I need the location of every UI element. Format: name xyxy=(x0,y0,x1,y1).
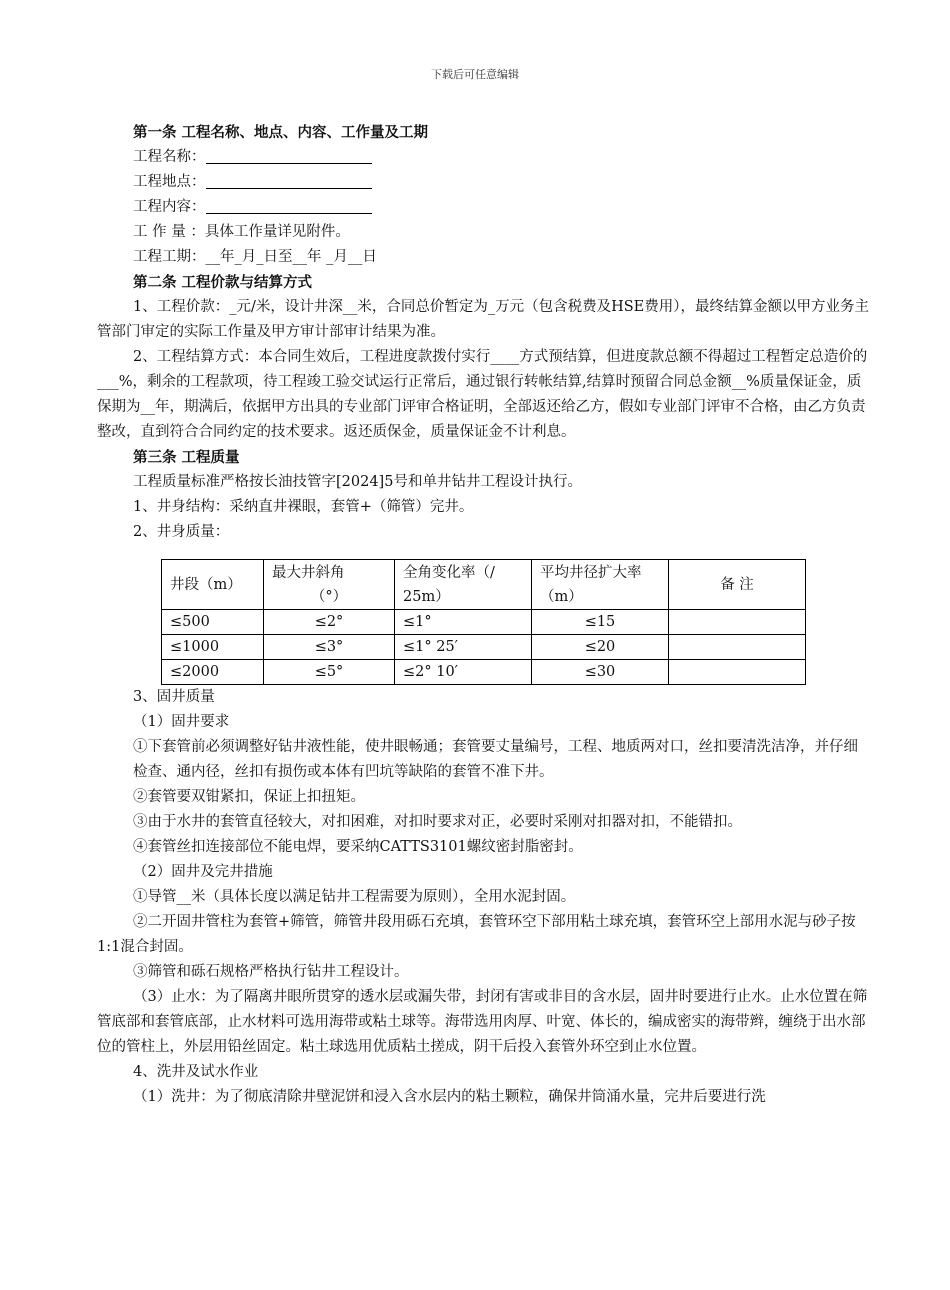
settlement-paragraph: 2、工程结算方式：本合同生效后，工程进度款拨付实行____方式预结算，但进度款总额不得超过工程暂定总造价的___%，剩余的工程款项，待工程竣工验交试运行正常后，通过银行转帐结算,结算时预留合同总金额__%质量保证金，质保期为__年，期满后，依据甲方出具的专业部门评审合格证明，全部返还给乙方，假如专业部门评审不合格，由乙方负责整改，直到符合合同约定的技术要求。返还质保金，质量保证金不计利息。 xyxy=(97,349,868,440)
table-header-cell xyxy=(264,560,395,610)
measure-1: ①导管__米（具体长度以满足钻井工程需要为原则），全用水泥封固。 xyxy=(133,889,576,905)
header-text: （m） xyxy=(540,588,583,605)
project-name-label: 工程名称： xyxy=(133,149,206,165)
table-cell: ≤500 xyxy=(162,610,264,635)
project-content-blank xyxy=(206,196,372,214)
table-header-cell xyxy=(532,560,669,610)
table-cell: ≤2° 10′ xyxy=(395,660,532,685)
measure-3: ③筛管和砾石规格严格执行钻井工程设计。 xyxy=(133,964,409,980)
section-1-title: 第一条 工程名称、地点、内容、工作量及工期 xyxy=(133,124,429,141)
table-cell: ≤5° xyxy=(264,660,395,685)
header-text: 备 注 xyxy=(720,576,754,593)
table-cell: ≤15 xyxy=(532,610,669,635)
water-sealing-paragraph: （3）止水：为了隔离井眼所贯穿的透水层或漏失带，封闭有害或非目的含水层，固井时要进行止水。止水位置在筛管底部和套管底部，止水材料可选用海带或粘土球等。海带选用肉厚、叶宽、体长的，编成密实的海带辫，缠绕于出水部位的管柱上，外层用铅丝固定。粘土球选用优质粘土搓成，阴干后投入套管外环空到止水位置。 xyxy=(97,989,868,1055)
well-washing-paragraph: （1）洗井：为了彻底清除井壁泥饼和浸入含水层内的粘土颗粒，确保井筒涌水量，完井后要进行洗 xyxy=(133,1089,766,1105)
table-row xyxy=(162,635,806,660)
document-body xyxy=(97,120,871,1110)
cementing-requirements: （1）固井要求 xyxy=(133,714,230,730)
table-cell: ≤1° 25′ xyxy=(395,635,532,660)
section-3-title: 第三条 工程质量 xyxy=(133,449,240,466)
project-name-line xyxy=(133,145,871,170)
requirement-1: ①下套管前必须调整好钻井液性能，使井眼畅通；套管要丈量编号，工程、地质两对口，丝扣要清洗洁净，并仔细检查、通内径，丝扣有损伤或本体有凹坑等缺陷的套管不准下井。 xyxy=(133,739,858,780)
project-place-blank xyxy=(206,171,372,189)
requirement-2: ②套管要双钳紧扣，保证上扣扭矩。 xyxy=(133,789,365,805)
page-header: 下载后可任意编辑 xyxy=(431,68,519,81)
measure-2: ②二开固井管柱为套管+筛管，筛管井段用砾石充填，套管环空下部用粘土球充填，套管环空上部用水泥与砂子按1:1混合封固。 xyxy=(97,914,856,955)
project-name-blank xyxy=(206,146,372,164)
table-cell xyxy=(669,635,806,660)
cementing-quality: 3、固井质量 xyxy=(133,689,215,705)
table-cell: ≤30 xyxy=(532,660,669,685)
table-cell: ≤1000 xyxy=(162,635,264,660)
table-row xyxy=(162,660,806,685)
requirement-4: ④套管丝扣连接部位不能电焊，要采纳CATTS3101螺纹密封脂密封。 xyxy=(133,839,583,855)
price-paragraph: 1、工程价款：_元/米，设计井深__米，合同总价暂定为_万元（包含税费及HSE费用），最终结算金额以甲方业务主管部门审定的实际工作量及甲方审计部审计结果为准。 xyxy=(97,299,870,340)
period-line: 工程工期：__年_月_日至__年 _月__日 xyxy=(133,249,377,265)
table-header-cell xyxy=(395,560,532,610)
project-content-line xyxy=(133,195,871,220)
header-text: 最大井斜角 xyxy=(272,564,345,581)
table-row xyxy=(162,610,806,635)
project-content-label: 工程内容： xyxy=(133,199,206,215)
header-text: 平均井径扩大率 xyxy=(540,564,642,581)
well-washing-title: 4、洗井及试水作业 xyxy=(133,1064,259,1080)
table-header-cell xyxy=(669,560,806,610)
header-text: （°） xyxy=(310,588,348,605)
table-cell xyxy=(669,610,806,635)
project-place-line xyxy=(133,170,871,195)
table-cell: ≤3° xyxy=(264,635,395,660)
well-quality-table xyxy=(161,559,806,685)
table-cell: ≤20 xyxy=(532,635,669,660)
table-header-cell xyxy=(162,560,264,610)
section-2-title: 第二条 工程价款与结算方式 xyxy=(133,274,313,291)
well-quality: 2、井身质量： xyxy=(133,524,230,540)
header-text: 全角变化率（/ xyxy=(403,564,495,581)
cementing-measures: （2）固井及完井措施 xyxy=(133,864,273,880)
header-text: 25m） xyxy=(403,588,450,605)
table-cell xyxy=(669,660,806,685)
table-cell: ≤1° xyxy=(395,610,532,635)
table-cell: ≤2° xyxy=(264,610,395,635)
quality-standard: 工程质量标准严格按长油技管字[2024]5号和单井钻井工程设计执行。 xyxy=(133,474,582,490)
well-structure: 1、井身结构：采纳直井裸眼，套管+（筛管）完井。 xyxy=(133,499,474,515)
project-place-label: 工程地点： xyxy=(133,174,206,190)
table-cell: ≤2000 xyxy=(162,660,264,685)
header-text: 井段（m） xyxy=(170,576,242,593)
requirement-3: ③由于水井的套管直径较大，对扣困难，对扣时要求对正，必要时采刚对扣器对扣，不能错扣。 xyxy=(133,814,742,830)
workload-line: 工 作 量 ：具体工作量详见附件。 xyxy=(133,224,350,240)
table-header-row xyxy=(162,560,806,610)
